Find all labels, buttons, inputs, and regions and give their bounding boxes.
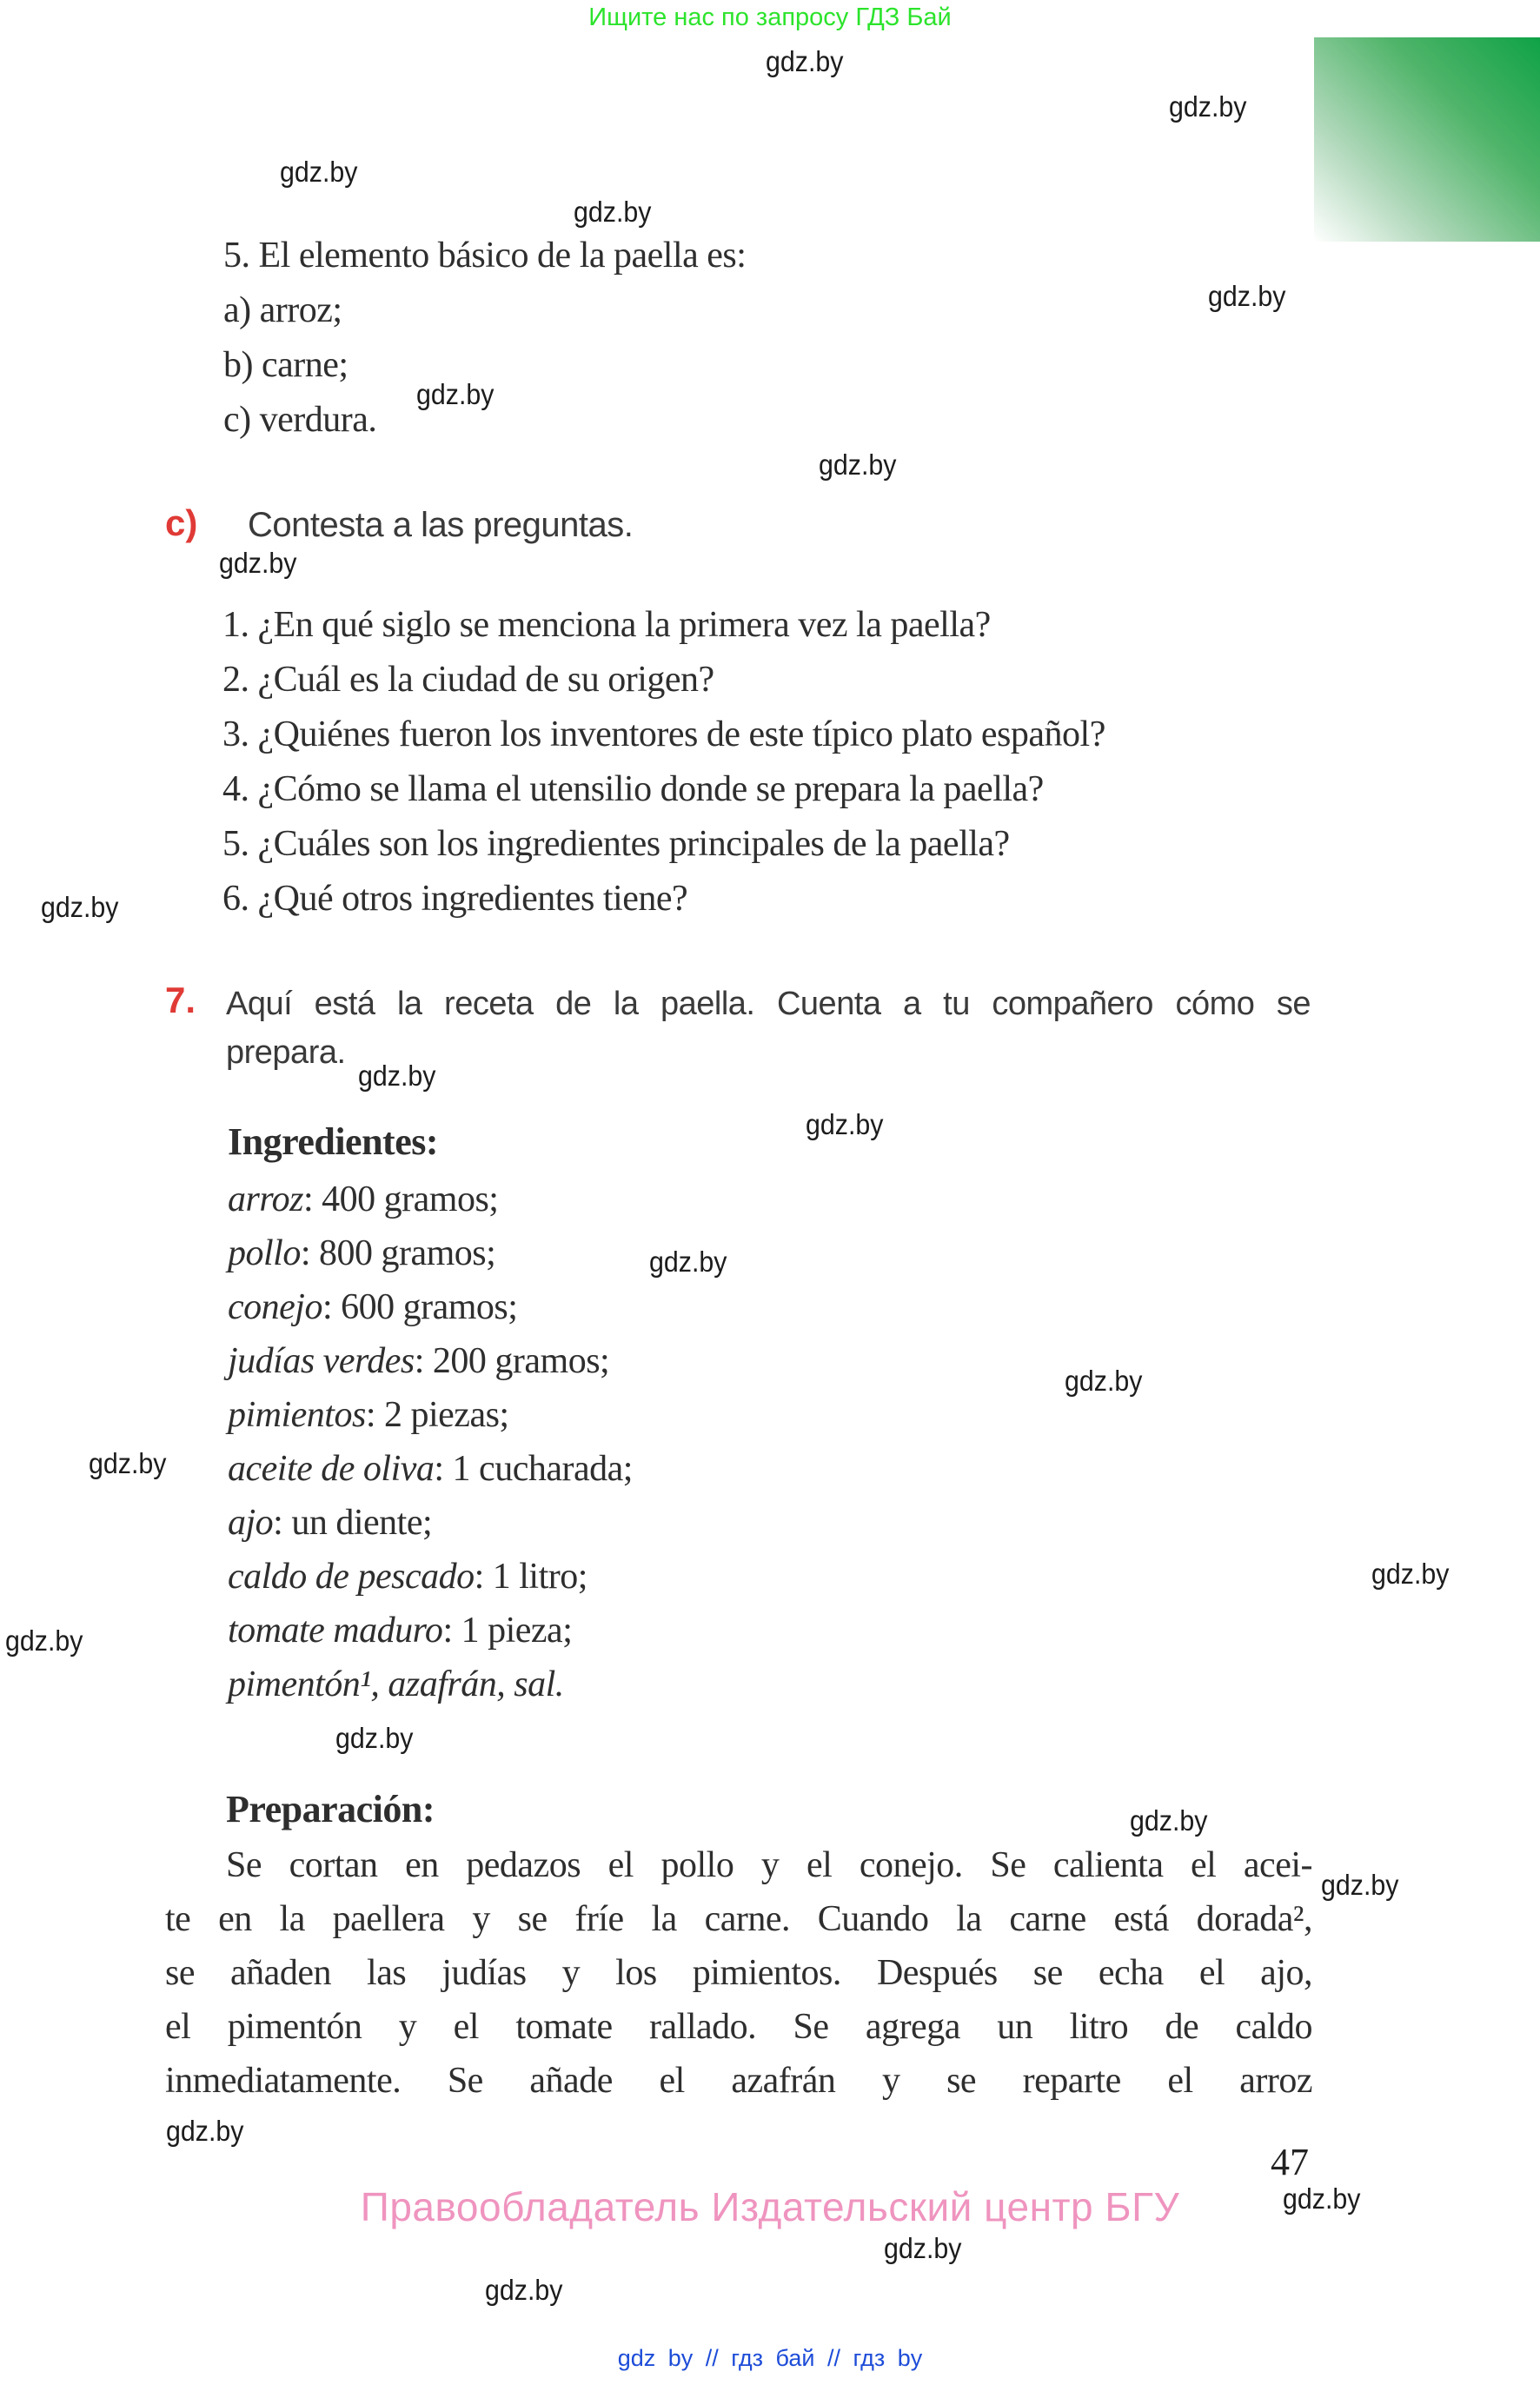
ingredient-item <box>228 1173 633 1226</box>
exercise-5-option-b: b) carne; <box>223 345 348 385</box>
ingredient-amount: : 400 gramos; <box>302 1179 499 1219</box>
exercise-7-marker: 7. <box>165 980 196 1020</box>
ingredient-item <box>228 1550 633 1604</box>
ingredient-amount: : 600 gramos; <box>322 1287 518 1327</box>
gdz-watermark: gdz.by <box>1130 1804 1208 1837</box>
ingredient-amount: : 1 pieza; <box>442 1611 573 1651</box>
gdz-watermark: gdz.by <box>1208 280 1286 312</box>
gdz-watermark: gdz.by <box>819 448 897 481</box>
question-item: 3. ¿Quiénes fueron los inventores de este típico plato español? <box>222 714 1105 754</box>
footer-links[interactable]: gdz by // гдз бай // гдз by <box>617 2345 923 2371</box>
preparation-line: inmediatamente. Se añade el azafrán y se reparte el arroz <box>165 2061 1312 2101</box>
gdz-watermark: gdz.by <box>1371 1558 1450 1590</box>
copyright-text: Правообладатель Издательский центр БГУ <box>360 2184 1180 2229</box>
ingredient-name: pollo <box>228 1233 301 1273</box>
exercise-5-block <box>223 229 746 448</box>
exercise-7-line: Aquí está la receta de la paella. Cuenta a tu compañero cómo se <box>226 986 1311 1022</box>
gdz-watermark: gdz.by <box>1065 1365 1143 1397</box>
gdz-watermark: gdz.by <box>41 891 119 923</box>
ingredients-list <box>228 1173 633 1711</box>
ingredient-name: arroz <box>228 1179 303 1219</box>
exercise-5-option-a: a) arroz; <box>223 290 342 330</box>
question-item: 4. ¿Cómo se llama el utensilio donde se prepara la paella? <box>222 769 1044 809</box>
ingredient-name: tomate maduro <box>228 1611 443 1651</box>
ingredient-item <box>228 1334 633 1388</box>
gdz-watermark: gdz.by <box>280 156 358 188</box>
gdz-watermark: gdz.by <box>884 2232 962 2264</box>
gdz-watermark: gdz.by <box>806 1108 884 1140</box>
gdz-watermark: gdz.by <box>766 45 844 77</box>
question-item: 2. ¿Cuál es la ciudad de su origen? <box>222 660 714 700</box>
gdz-watermark: gdz.by <box>574 196 652 228</box>
gdz-watermark: gdz.by <box>1169 90 1247 123</box>
gdz-watermark: gdz.by <box>1321 1869 1399 1901</box>
ingredient-amount: : 2 piezas; <box>365 1395 509 1435</box>
ingredient-item <box>228 1658 633 1711</box>
gdz-watermark: gdz.by <box>166 2115 244 2147</box>
exercise-5-option-c: c) verdura. <box>223 400 377 440</box>
exercise-5-title: 5. El elemento básico de la paella es: <box>223 236 747 276</box>
gdz-watermark: gdz.by <box>485 2274 563 2306</box>
question-item: 6. ¿Qué otros ingredientes tiene? <box>222 879 688 919</box>
ingredient-name: aceite de oliva <box>228 1449 435 1489</box>
question-item: 1. ¿En qué siglo se menciona la primera vez la paella? <box>222 605 991 645</box>
ingredient-item <box>228 1226 633 1280</box>
exercise-7-line: prepara. <box>226 1034 346 1071</box>
preparation-paragraph <box>165 1838 1312 2108</box>
task-c-instruction: Contesta a las preguntas. <box>248 506 634 544</box>
ingredient-name: judías verdes <box>228 1341 415 1381</box>
ingredient-name: ajo <box>228 1503 274 1543</box>
ingredient-name: conejo <box>228 1287 322 1327</box>
task-c-marker: c) <box>165 502 198 543</box>
ingredient-amount: : 1 cucharada; <box>434 1449 633 1489</box>
ingredient-item <box>228 1496 633 1550</box>
ingredient-item <box>228 1442 633 1496</box>
gdz-watermark: gdz.by <box>335 1722 414 1754</box>
ingredient-item <box>228 1604 633 1658</box>
ingredient-amount: : un diente; <box>273 1503 433 1543</box>
ingredient-amount: : 200 gramos; <box>414 1341 610 1381</box>
gdz-watermark: gdz.by <box>649 1246 727 1278</box>
preparation-line: Se cortan en pedazos el pollo y el conejo. Se calienta el acei- <box>226 1845 1312 1885</box>
ingredient-name: pimentón¹, azafrán, sal. <box>228 1664 564 1704</box>
ingredient-name: caldo de pescado <box>228 1557 475 1597</box>
gdz-watermark: gdz.by <box>89 1447 167 1479</box>
ingredient-item <box>228 1280 633 1334</box>
gdz-watermark: gdz.by <box>416 378 495 410</box>
questions-list <box>222 598 1105 927</box>
gdz-watermark: gdz.by <box>1283 2182 1361 2215</box>
gdz-watermark: gdz.by <box>219 547 297 579</box>
ingredient-name: pimientos <box>228 1395 366 1435</box>
preparation-line: te en la paellera y se fríe la carne. Cuando la carne está dorada², <box>165 1899 1312 1939</box>
gdz-watermark: gdz.by <box>5 1624 83 1657</box>
preparation-line: el pimentón y el tomate rallado. Se agrega un litro de caldo <box>165 2007 1312 2047</box>
ingredient-amount: : 1 litro; <box>474 1557 587 1597</box>
preparation-line: se añaden las judías y los pimientos. Después se echa el ajo, <box>165 1953 1312 1993</box>
ingredient-item <box>228 1388 633 1442</box>
preparation-heading: Preparación: <box>226 1788 435 1830</box>
page-number: 47 <box>1271 2141 1309 2183</box>
ingredient-amount: : 800 gramos; <box>300 1233 496 1273</box>
ingredients-heading: Ingredientes: <box>228 1120 439 1163</box>
promo-banner-text: Ищите нас по запросу ГДЗ Бай <box>588 3 952 31</box>
gdz-watermark: gdz.by <box>358 1060 436 1092</box>
question-item: 5. ¿Cuáles son los ingredientes principales de la paella? <box>222 824 1010 864</box>
green-gradient-square <box>1314 37 1540 242</box>
